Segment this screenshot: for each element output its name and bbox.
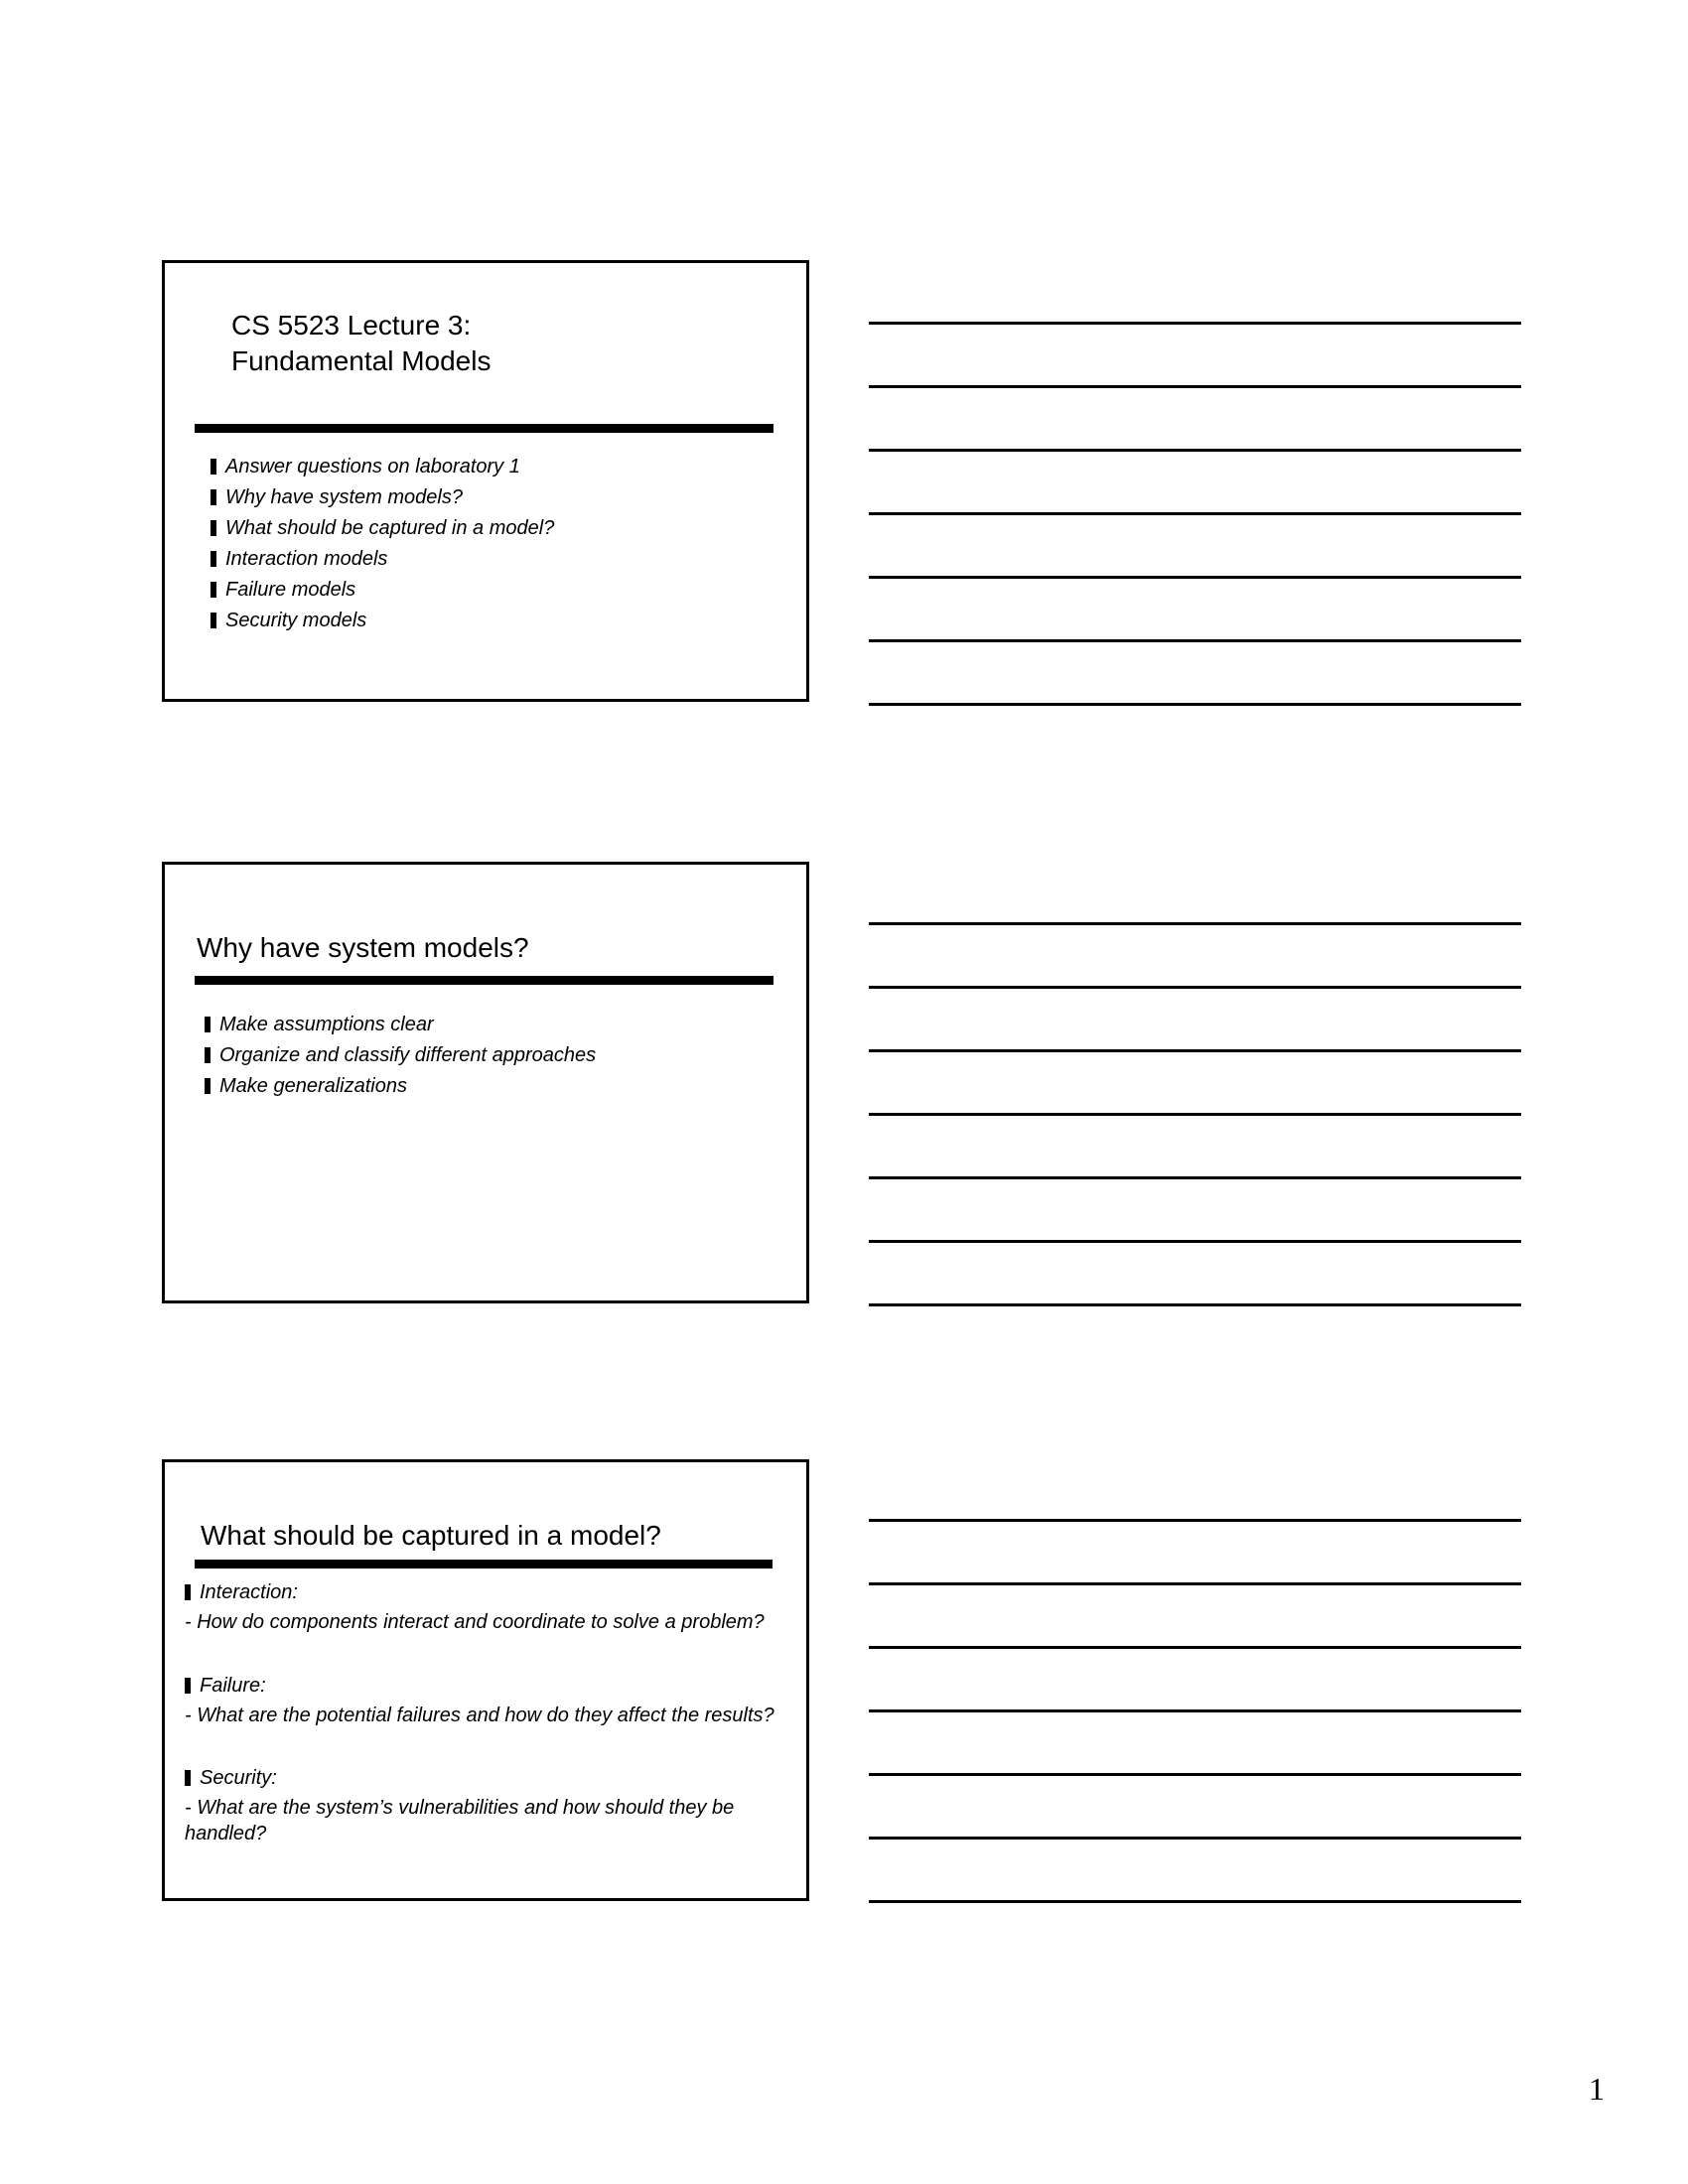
bullet-text: Organize and classify different approaches: [219, 1044, 597, 1066]
slide-1-title-line-2: Fundamental Models: [231, 345, 492, 376]
bullet-text: Make assumptions clear: [219, 1014, 434, 1035]
qa-heading-text: Interaction:: [200, 1581, 298, 1603]
bullet-text: Make generalizations: [219, 1075, 407, 1097]
bullet-marker: [205, 1078, 211, 1094]
qa-heading: [185, 1763, 792, 1793]
note-line: [869, 703, 1521, 706]
note-line: [869, 1519, 1521, 1522]
qa-heading-text: Failure:: [200, 1675, 266, 1697]
note-line: [869, 1773, 1521, 1776]
qa-item-security: [185, 1763, 792, 1846]
bullet-marker: [185, 1584, 191, 1600]
qa-detail: - What are the system’s vulnerabilities and how should they be handled?: [185, 1797, 735, 1844]
bullet-marker: [211, 520, 216, 536]
note-line: [869, 1049, 1521, 1052]
title-rule: [195, 976, 774, 985]
note-line: [869, 1303, 1521, 1306]
slide-1: [162, 260, 809, 702]
bullet-item: [205, 1071, 596, 1102]
bullet-item: [211, 606, 554, 636]
slide-3-title: What should be captured in a model?: [201, 1520, 661, 1551]
slide-2: [162, 862, 809, 1303]
bullet-text: Failure models: [225, 579, 356, 601]
slide-2-title: Why have system models?: [197, 932, 529, 963]
bullet-marker: [211, 613, 216, 628]
slide-2-bullet-list: [205, 1010, 596, 1102]
note-line: [869, 449, 1521, 452]
note-line: [869, 1837, 1521, 1840]
bullet-marker: [211, 582, 216, 598]
title-rule: [195, 424, 774, 433]
bullet-text: What should be captured in a model?: [225, 517, 555, 539]
qa-heading: [185, 1671, 792, 1701]
bullet-item: [211, 452, 554, 482]
bullet-marker: [211, 551, 216, 567]
bullet-item: [211, 513, 554, 544]
slide-1-bullet-list: [211, 452, 554, 636]
page-number: 1: [1589, 2071, 1605, 2107]
note-line: [869, 922, 1521, 925]
qa-item-interaction: [185, 1577, 792, 1635]
bullet-marker: [185, 1678, 191, 1694]
bullet-item: [211, 575, 554, 606]
note-line: [869, 1709, 1521, 1712]
note-line: [869, 385, 1521, 388]
bullet-text: Why have system models?: [225, 486, 463, 508]
note-line: [869, 1113, 1521, 1116]
qa-heading: [185, 1577, 792, 1607]
note-line: [869, 1900, 1521, 1903]
note-line: [869, 1176, 1521, 1179]
bullet-marker: [185, 1770, 191, 1786]
slide-1-title: [231, 308, 491, 379]
qa-item-failure: [185, 1671, 792, 1728]
bullet-item: [205, 1040, 596, 1071]
note-line: [869, 512, 1521, 515]
bullet-marker: [205, 1017, 211, 1032]
bullet-text: Answer questions on laboratory 1: [225, 456, 520, 478]
slide-3: [162, 1459, 809, 1901]
bullet-text: Interaction models: [225, 548, 388, 570]
bullet-marker: [211, 489, 216, 505]
note-line: [869, 986, 1521, 989]
slide-1-title-line-1: CS 5523 Lecture 3:: [231, 310, 472, 341]
note-line: [869, 1646, 1521, 1649]
qa-heading-text: Security:: [200, 1767, 277, 1789]
note-line: [869, 1240, 1521, 1243]
bullet-item: [211, 482, 554, 513]
note-line: [869, 322, 1521, 325]
note-line: [869, 639, 1521, 642]
qa-detail: - What are the potential failures and how do they affect the results?: [185, 1705, 774, 1726]
bullet-text: Security models: [225, 610, 367, 631]
note-line: [869, 1582, 1521, 1585]
bullet-item: [211, 544, 554, 575]
qa-detail: - How do components interact and coordinate to solve a problem?: [185, 1611, 765, 1633]
note-line: [869, 576, 1521, 579]
title-rule: [195, 1560, 773, 1569]
bullet-item: [205, 1010, 596, 1040]
bullet-marker: [211, 459, 216, 475]
bullet-marker: [205, 1047, 211, 1063]
